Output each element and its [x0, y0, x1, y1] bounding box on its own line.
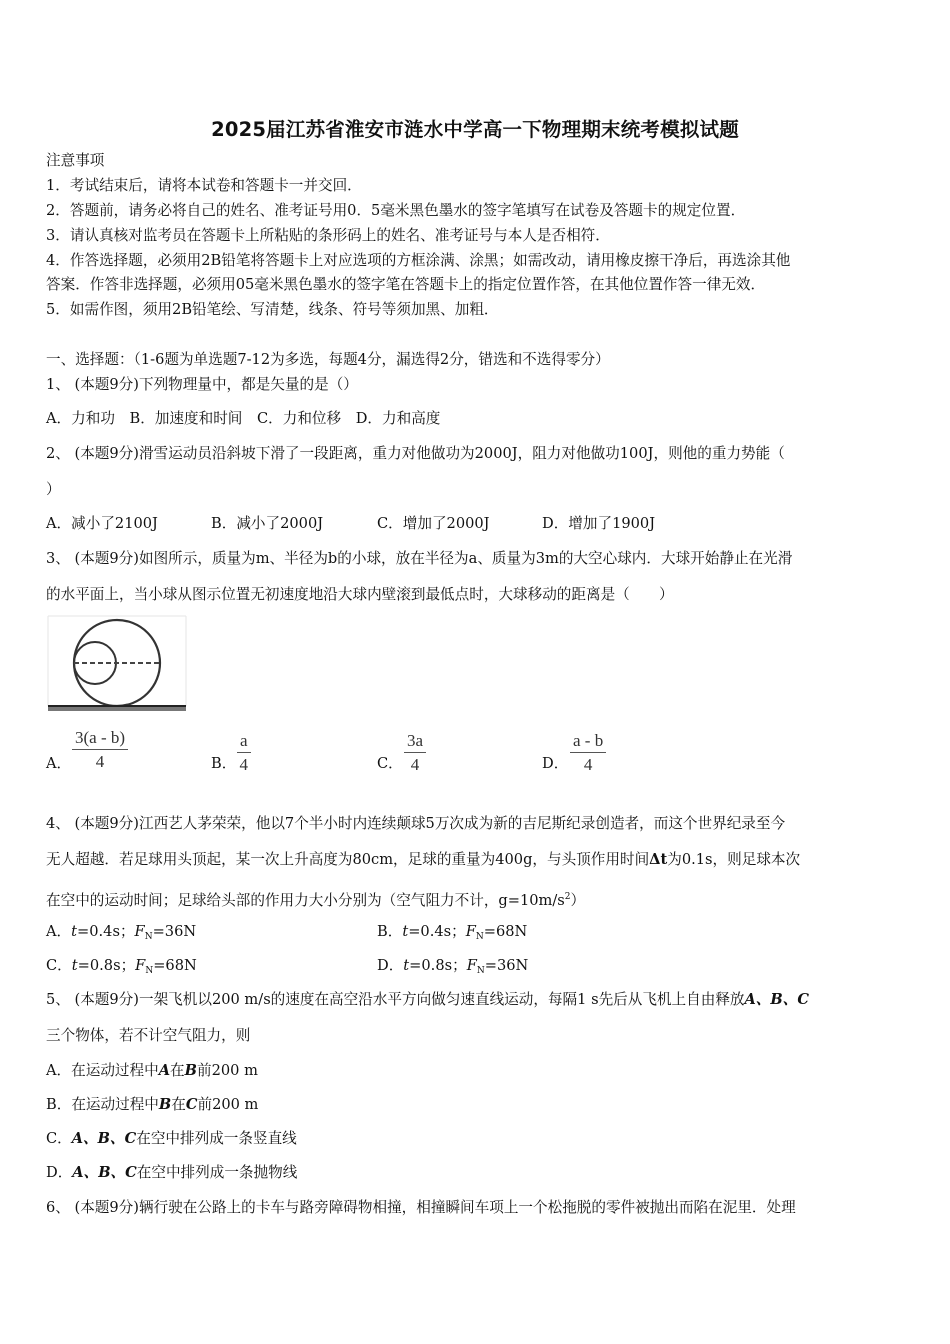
option-value: =0.8s； — [77, 957, 136, 974]
question-3-option-d-label: D． — [542, 755, 569, 772]
ground-surface — [48, 706, 186, 711]
fraction-denominator: 4 — [583, 755, 593, 774]
fraction-denominator: 4 — [410, 755, 420, 774]
question-4-text: 无人超越．若足球用头顶起，某一次上升高度为80cm，足球的重量为400g，与头顶作用时间 — [46, 851, 650, 868]
question-4-option-a — [46, 922, 196, 947]
section-heading: 一、选择题：（1-6题为单选题7-12为多选，每题4分，漏选得2分，错选和不选得零分） — [46, 351, 610, 368]
question-3-option-d-fraction — [570, 731, 606, 775]
object-labels: A、B、C — [744, 991, 809, 1008]
notice-item: 4．作答选择题，必须用2B铅笔将答题卡上对应选项的方框涂满、涂黑；如需改动，请用橡皮擦干净后，再选涂其他 — [46, 252, 791, 269]
question-1-options: A．力和功 B．加速度和时间 C．力和位移 D．力和高度 — [46, 410, 441, 427]
object-label: A — [158, 1062, 171, 1079]
delta-t-symbol: Δt — [649, 851, 668, 868]
question-3-option-b-label: B． — [211, 755, 237, 772]
fraction-denominator: 4 — [95, 752, 105, 771]
question-4-text: 在空中的运动时间；足球给头部的作用力大小分别为（空气阻力不计，g=10m/s — [46, 892, 565, 909]
option-text: 在 — [170, 1062, 185, 1079]
question-5-option-b — [46, 1095, 258, 1115]
object-label: C — [185, 1096, 198, 1113]
option-text: 在空中排列成一条抛物线 — [136, 1164, 298, 1181]
option-value: =0.4s； — [408, 923, 466, 940]
option-text: 在空中排列成一条竖直线 — [136, 1130, 297, 1147]
subscript: N — [145, 966, 154, 976]
question-2-stem-cont: ） — [46, 481, 61, 498]
fraction-numerator: 3a — [407, 731, 424, 750]
option-value: =0.4s； — [77, 923, 135, 940]
page-title: 2025届江苏省淮安市涟水中学高一下物理期末统考模拟试题 — [211, 118, 739, 141]
subscript: N — [476, 966, 485, 976]
var-t: t — [402, 923, 409, 940]
notice-item: 答案．作答非选择题，必须用05毫米黑色墨水的签字笔在答题卡上的指定位置作答，在其他位置作答一律无效． — [46, 276, 766, 293]
var-f: F — [466, 957, 477, 974]
option-text: 前200 m — [197, 1096, 259, 1113]
object-label: B — [158, 1096, 172, 1113]
question-4-option-c — [46, 956, 197, 981]
var-t: t — [71, 923, 78, 940]
superscript: 2 — [564, 892, 571, 902]
option-value: =36N — [152, 923, 197, 940]
option-text: C． — [46, 1130, 72, 1147]
fraction-numerator: a — [240, 731, 248, 750]
notice-item: 2．答题前，请务必将自己的姓名、准考证号用0．5毫米黑色墨水的签字笔填写在试卷及答题卡的规定位置． — [46, 202, 746, 219]
figure-frame — [48, 616, 186, 706]
question-4-stem: 4、 (本题9分)江西艺人茅荣荣，他以7个半小时内连续颠球5万次成为新的吉尼斯纪录创造者，而这个世界纪录至今 — [46, 815, 786, 832]
option-text: D． — [46, 1164, 73, 1181]
sphere-figure — [46, 614, 188, 714]
option-text: 在 — [171, 1096, 186, 1113]
option-text: A．在运动过程中 — [46, 1062, 159, 1079]
question-5-text: 5、 (本题9分)一架飞机以200 m/s的速度在高空沿水平方向做匀速直线运动，每隔1 s先后从飞机上自由释放 — [46, 991, 745, 1008]
fraction-numerator: 3(a - b) — [75, 728, 126, 747]
question-4-option-b — [377, 922, 527, 947]
option-letter: B． — [377, 923, 403, 940]
question-3-option-c-fraction — [404, 731, 426, 775]
notice-item: 1．考试结束后，请将本试卷和答题卡一并交回． — [46, 177, 362, 194]
option-value: =68N — [483, 923, 528, 940]
option-value: =36N — [484, 957, 529, 974]
question-5-option-d — [46, 1163, 297, 1183]
fraction-bar — [570, 752, 606, 753]
question-5-option-a — [46, 1061, 258, 1081]
option-value: =68N — [153, 957, 197, 974]
subscript: N — [475, 932, 484, 942]
question-2-option-c: C．增加了2000J — [377, 515, 490, 532]
fraction-bar — [237, 752, 251, 753]
fraction-bar — [404, 752, 426, 753]
question-2-stem: 2、 (本题9分)滑雪运动员沿斜坡下滑了一段距离，重力对他做功为2000J，阻力对他做功100J，则他的重力势能（ — [46, 445, 785, 462]
var-f: F — [134, 923, 145, 940]
fraction-numerator: a - b — [573, 731, 604, 750]
var-f: F — [465, 923, 476, 940]
object-labels: A、B、C — [72, 1164, 137, 1181]
option-letter: D． — [377, 957, 404, 974]
object-label: B — [184, 1062, 197, 1079]
object-labels: A、B、C — [71, 1130, 137, 1147]
question-3-stem: 3、 (本题9分)如图所示，质量为m、半径为b的小球，放在半径为a、质量为3m的大空心球内．大球开始静止在光滑 — [46, 550, 793, 567]
notice-item: 3．请认真核对监考员在答题卡上所粘贴的条形码上的姓名、准考证号与本人是否相符． — [46, 227, 610, 244]
question-6-stem: 6、 (本题9分)辆行驶在公路上的卡车与路旁障碍物相撞，相撞瞬间车项上一个松拖脱的零件被抛出而陷在泥里．处理 — [46, 1199, 796, 1216]
fraction-denominator: 4 — [239, 755, 249, 774]
question-4-stem-cont — [46, 850, 800, 870]
notice-heading: 注意事项 — [46, 152, 105, 169]
question-4-stem-cont — [46, 887, 585, 911]
subscript: N — [144, 932, 153, 942]
fraction-bar — [72, 749, 128, 750]
option-letter: A． — [46, 923, 72, 940]
question-4-option-d — [377, 956, 528, 981]
question-5-stem-cont: 三个物体，若不计空气阻力，则 — [46, 1027, 251, 1044]
question-3-option-a-fraction — [72, 728, 128, 772]
option-text: B．在运动过程中 — [46, 1096, 159, 1113]
question-2-option-a: A．减小了2100J — [46, 515, 158, 532]
question-5-option-c — [46, 1129, 297, 1149]
question-4-text: ） — [570, 892, 586, 909]
notice-item: 5．如需作图，须用2B铅笔绘、写清楚，线条、符号等须加黑、加粗． — [46, 301, 499, 318]
question-3-option-c-label: C． — [377, 755, 403, 772]
question-3-stem-cont: 的水平面上，当小球从图示位置无初速度地沿大球内壁滚到最低点时，大球移动的距离是（ ） — [46, 586, 674, 603]
question-2-option-b: B．减小了2000J — [211, 515, 324, 532]
var-f: F — [135, 957, 146, 974]
question-4-text: 为0.1s，则足球本次 — [667, 851, 801, 868]
option-value: =0.8s； — [409, 957, 467, 974]
option-text: 前200 m — [196, 1062, 258, 1079]
var-t: t — [403, 957, 410, 974]
question-2-option-d: D．增加了1900J — [542, 515, 656, 532]
question-3-option-a-label: A． — [46, 755, 72, 772]
question-5-stem — [46, 990, 809, 1010]
option-letter: C． — [46, 957, 72, 974]
var-t: t — [71, 957, 78, 974]
question-3-option-b-fraction — [237, 731, 251, 775]
question-1-stem: 1、 (本题9分)下列物理量中，都是矢量的是（） — [46, 376, 358, 393]
